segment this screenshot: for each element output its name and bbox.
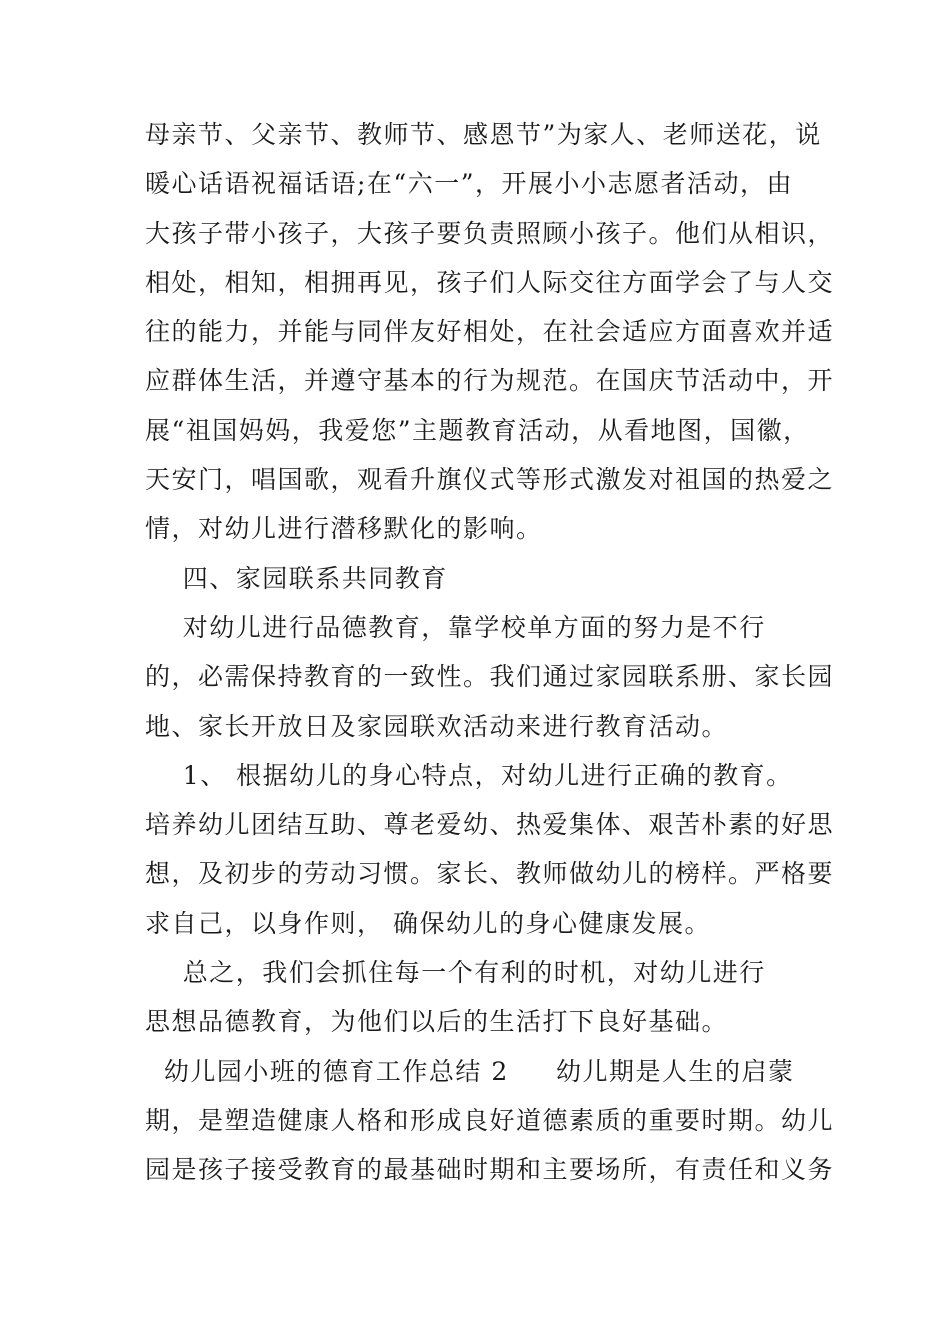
document-body	[145, 110, 835, 1195]
text-line: 园是孩子接受教育的最基础时期和主要场所，有责任和义务	[145, 1155, 835, 1185]
text-line: 对幼儿进行品德教育，靠学校单方面的努力是不行	[145, 612, 766, 642]
text-line: 暖心话语祝福话语;在“六一”，开展小小志愿者活动，由	[145, 169, 793, 199]
text-line: 培养幼儿团结互助、尊老爱幼、热爱集体、艰苦朴素的好思	[145, 810, 835, 840]
text-line: 地、家长开放日及家园联欢活动来进行教育活动。	[145, 711, 729, 741]
text-line: 天安门，唱国歌，观看升旗仪式等形式激发对祖国的热爱之	[145, 465, 835, 495]
text-line: 总之，我们会抓住每一个有利的时机，对幼儿进行	[145, 958, 766, 988]
text-line: 展“祖国妈妈，我爱您”主题教育活动，从看地图，国徽，	[145, 415, 810, 445]
text-line: 情，对幼儿进行潜移默化的影响。	[145, 514, 543, 544]
text-line: 大孩子带小孩子，大孩子要负责照顾小孩子。他们从相识，	[145, 218, 835, 248]
text-line: 的，必需保持教育的一致性。我们通过家园联系册、家长园	[145, 662, 835, 692]
text-line: 母亲节、父亲节、教师节、感恩节”为家人、老师送花，说	[145, 120, 822, 149]
text-line: 应群体生活，并遵守基本的行为规范。在国庆节活动中，开	[145, 366, 835, 396]
text-line: 往的能力，并能与同伴友好相处，在社会适应方面喜欢并适	[145, 317, 835, 347]
text-line: 期，是塑造健康人格和形成良好道德素质的重要时期。幼儿	[145, 1105, 835, 1135]
text-line: 1、 根据幼儿的身心特点，对幼儿进行正确的教育。	[145, 760, 793, 790]
text-line: 求自己，以身作则， 确保幼儿的身心健康发展。	[145, 908, 711, 938]
section-heading: 四、家园联系共同教育	[145, 563, 448, 593]
text-line: 想，及初步的劳动习惯。家长、教师做幼儿的榜样。严格要	[145, 859, 835, 889]
section-title-line: 幼儿园小班的德育工作总结 2 幼儿期是人生的启蒙	[145, 1056, 795, 1086]
text-line: 思想品德教育，为他们以后的生活打下良好基础。	[145, 1007, 729, 1037]
text-line: 相处，相知，相拥再见，孩子们人际交往方面学会了与人交	[145, 267, 835, 297]
